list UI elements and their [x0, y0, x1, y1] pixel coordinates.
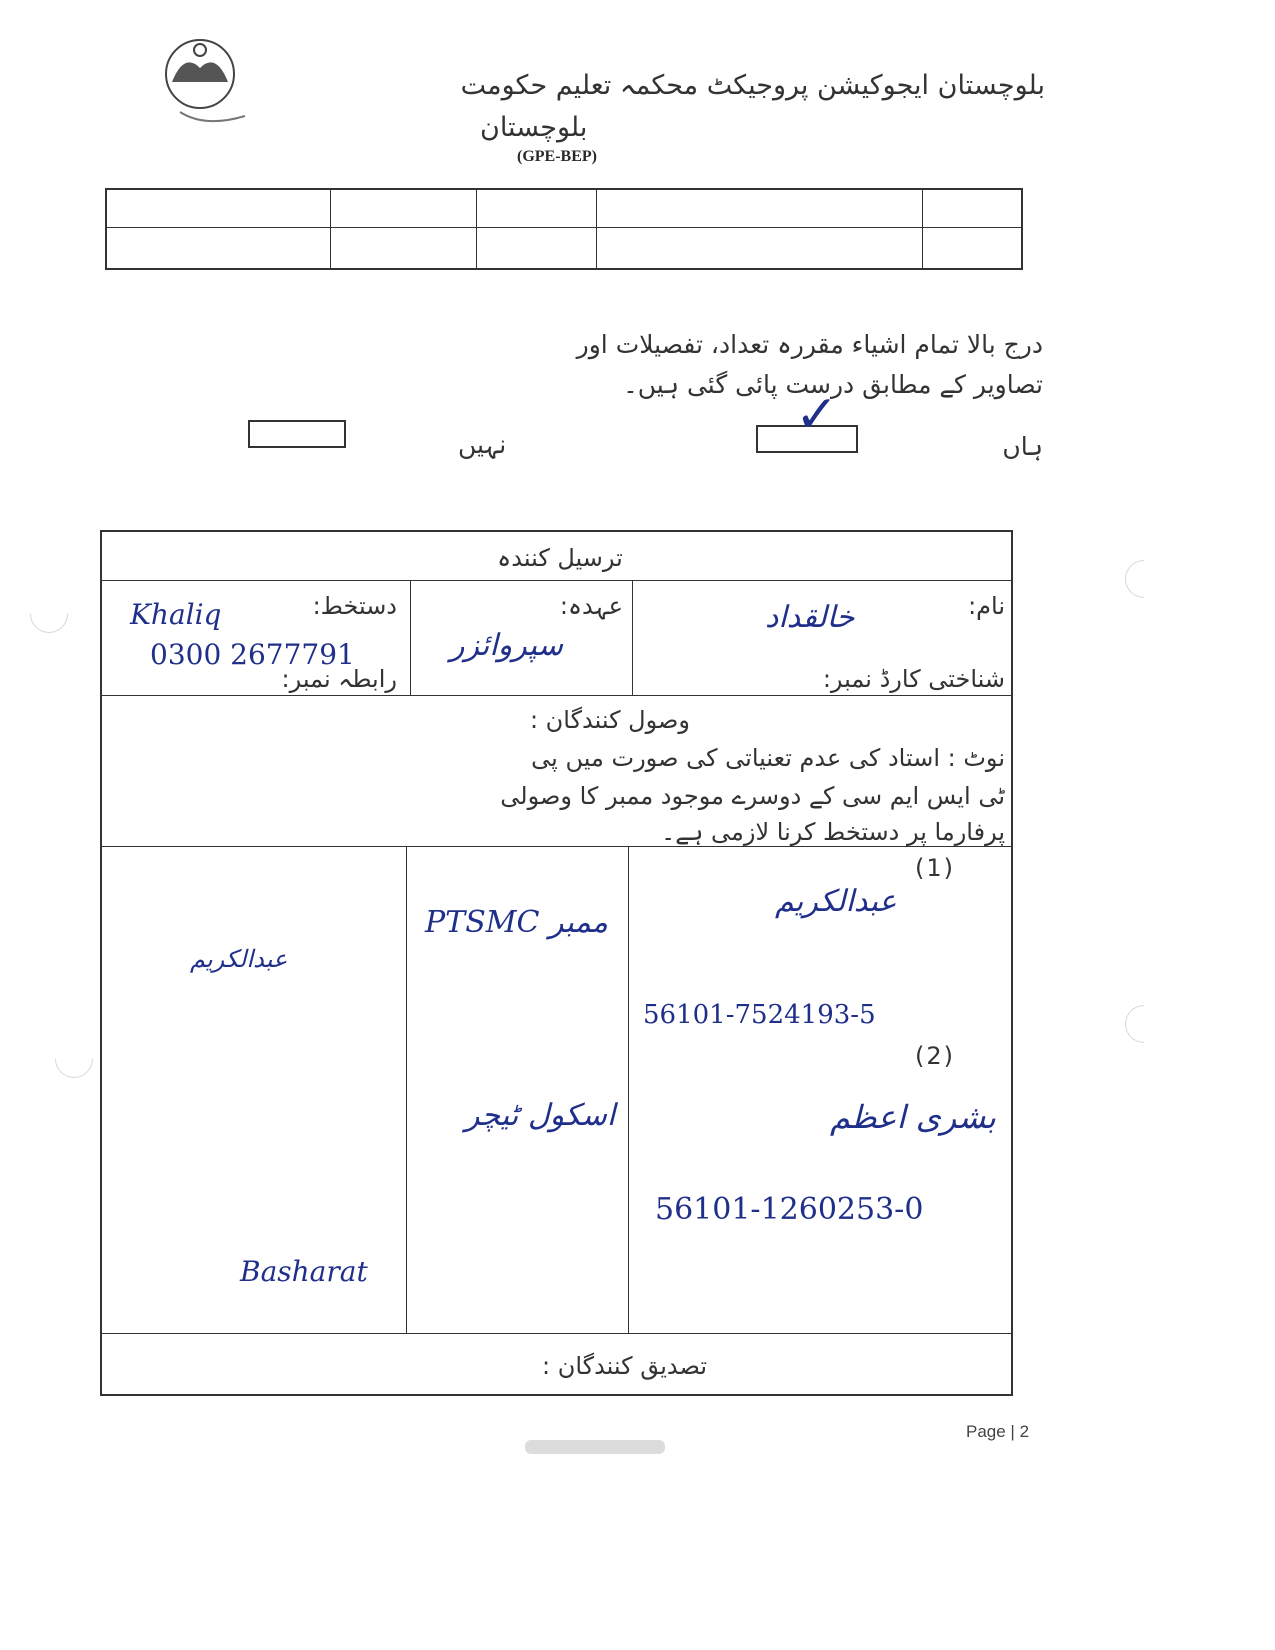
sender-section-title: ترسیل کنندہ — [497, 544, 623, 572]
receivers-note-line1: نوٹ : استاد کی عدم تعنیاتی کی صورت میں پی — [531, 744, 1005, 772]
sender-cnic-label: شناختی کارڈ نمبر: — [822, 665, 1005, 693]
scan-smudge — [525, 1440, 665, 1454]
yes-label: ہاں — [1002, 432, 1043, 461]
statement-line2: تصاویر کے مطابق درست پائی گئی ہیں۔ — [623, 370, 1043, 399]
items-table — [105, 188, 1023, 270]
receivers-bottom-divider — [102, 1333, 1012, 1334]
receiver-2-number: (2) — [915, 1042, 955, 1070]
punch-hole-decoration — [22, 587, 76, 641]
items-table-row-divider — [105, 227, 1023, 228]
sender-signature-value: Khaliq — [130, 598, 222, 631]
sender-contact-value: 0300 2677791 — [150, 638, 355, 671]
receiver-1-cnic-value: 56101-7524193-5 — [643, 1000, 876, 1030]
header-code: (GPE-BEP) — [517, 148, 597, 165]
receivers-note-divider — [102, 846, 1012, 847]
sender-contact-label: رابطہ نمبر: — [281, 665, 397, 693]
sender-name-value: خالقداد — [765, 600, 855, 635]
items-table-col-divider — [596, 188, 597, 270]
items-table-col-divider — [922, 188, 923, 270]
receivers-section-title: وصول کنندگان : — [529, 706, 690, 734]
header-title-line2: بلوچستان — [480, 112, 588, 143]
receivers-note-line3: پرفارما پر دستخط کرنا لازمی ہے۔ — [661, 818, 1005, 846]
logo — [150, 32, 260, 124]
receivers-col-divider — [628, 846, 629, 1334]
receivers-note-line2: ٹی ایس ایم سی کے دوسرے موجود ممبر کا وصولی — [500, 782, 1005, 810]
receiver-1-signature-value: عبدالکریم — [190, 945, 288, 973]
header-title-line1: بلوچستان ایجوکیشن پروجیکٹ محکمہ تعلیم حکومت — [460, 70, 1045, 101]
punch-hole-decoration — [1117, 552, 1171, 606]
receiver-2-name-value: بشری اعظم — [830, 1098, 996, 1136]
sender-col-divider — [632, 580, 633, 696]
sender-designation-value: سپروائزر — [450, 628, 563, 663]
statement-line1: درج بالا تمام اشیاء مقررہ تعداد، تفصیلات اور — [576, 330, 1043, 359]
sender-title-divider — [102, 580, 1012, 581]
punch-hole-decoration — [47, 1032, 101, 1086]
sender-row-divider — [102, 695, 1012, 696]
receiver-2-designation-value: اسکول ٹیچر — [465, 1098, 616, 1133]
no-label: نہیں — [458, 430, 507, 459]
sender-name-label: نام: — [968, 592, 1005, 620]
sender-col-divider — [410, 580, 411, 696]
receiver-1-number: (1) — [915, 854, 955, 882]
sender-designation-label: عہدہ: — [559, 592, 623, 620]
items-table-col-divider — [330, 188, 331, 270]
receiver-2-cnic-value: 56101-1260253-0 — [655, 1192, 924, 1227]
punch-hole-decoration — [1117, 997, 1171, 1051]
receivers-col-divider — [406, 846, 407, 1334]
page-number: Page | 2 — [966, 1422, 1030, 1441]
yes-check-mark: ✓ — [795, 385, 839, 445]
receiver-2-signature-value: Basharat — [240, 1255, 368, 1288]
verifiers-label: تصدیق کنندگان : — [542, 1352, 707, 1380]
sender-signature-label: دستخط: — [312, 592, 397, 620]
no-checkbox[interactable] — [248, 420, 346, 448]
items-table-col-divider — [476, 188, 477, 270]
receiver-1-designation-value: ممبر PTSMC — [425, 905, 608, 940]
receiver-1-name-value: عبدالکریم — [775, 884, 897, 919]
